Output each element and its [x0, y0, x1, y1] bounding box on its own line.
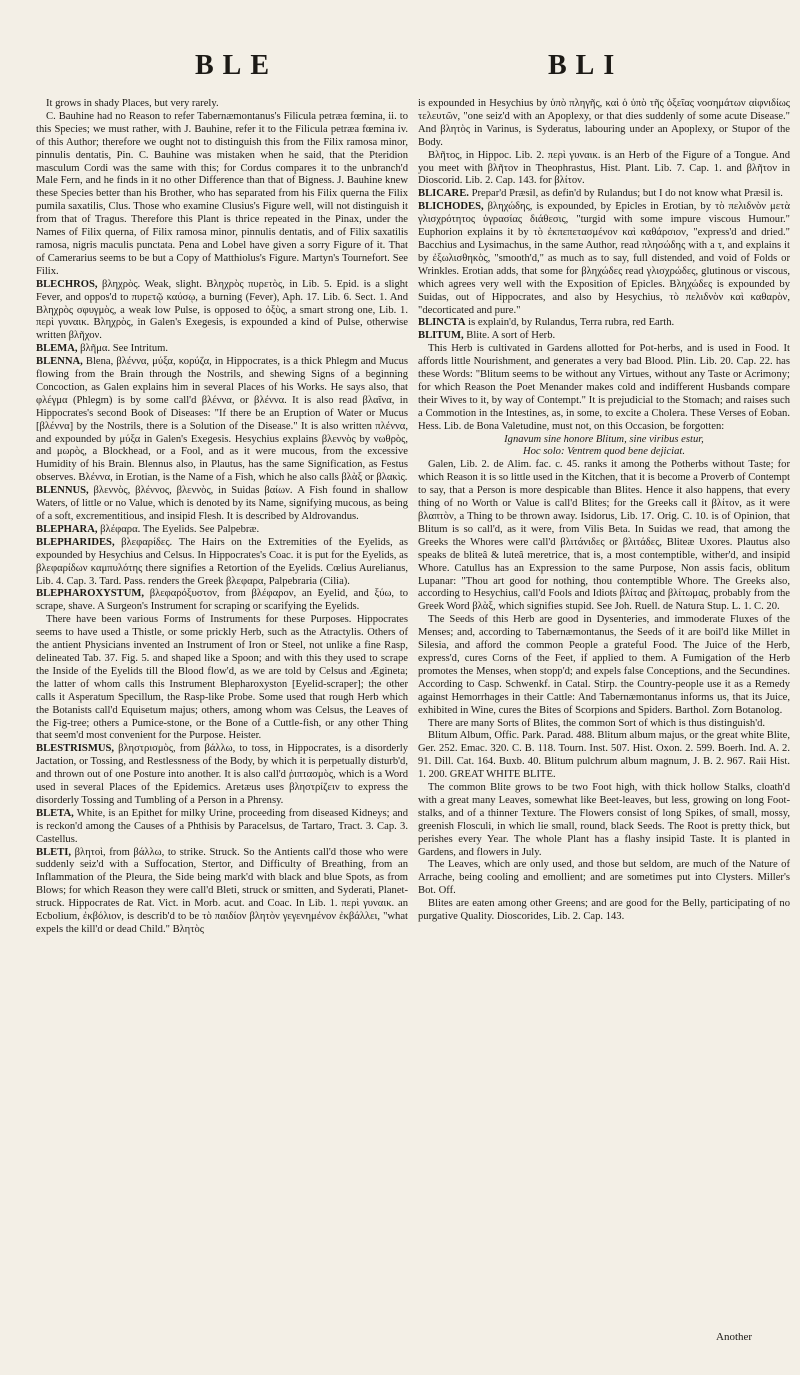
entry-headword: BLINCTA — [418, 317, 466, 329]
entry-text: The Seeds of this Herb are good in Dysenteries, and immoderate Fluxes of the Menses; and, according to Tabernæmontanus, the Seeds of it are boil'd like Millet in Silesia, and afford the common People a grateful Food. The Juice of the Herb, express'd, cures Corns of the Feet, if applied to them. A Fumigation of the Herb promotes the Menses, when stopp'd; and expels false Conceptions, and the Secundines. According to Casp. Schwenkf. in Catal. Stirp. the Country-people use it as a Remedy against Hemorrhages in their Cattle: And Tabernæmontanus informs us, that its Juice, exhibited in Wine, cures the Bites of Scorpions and Spiders. Barthol. Zorn Botanolog. — [418, 614, 790, 716]
entry-text: White, is an Epithet for milky Urine, proceeding from diseased Kidneys; and is reckon'd among the Causes of a Phthisis by Paracelsus, de Tartaro, Tract. 3. Cap. 3. Castellus. — [36, 807, 408, 845]
paragraph — [418, 898, 790, 924]
entry-text: Blites are eaten among other Greens; and are good for the Belly, participating of no purgative Quality. Dioscorides, Lib. 2. Cap. 143. — [418, 898, 790, 923]
paragraph — [418, 434, 790, 447]
entry-text: Ignavum sine honore Blitum, sine viribus estur, — [504, 433, 704, 445]
entry-headword: BLESTRISMUS, — [36, 743, 115, 755]
entry-text: βλεφαρίδες. The Hairs on the Extremities of the Eyelids, as expounded by Hesychius and Celsus. In Hippocrates's Coac. it is put for the Eyelids, as βλεφαρίδων καμπυλότης there signifies a Retortion of the Eyelids. Cœlius Aurelianus, Lib. 4. Cap. 3. Tard. Pass. renders the Greek βλεφαρα, Palpebraria (Cilia). — [36, 536, 408, 587]
entry-text: is expounded in Hesychius by ὑπὸ πληγῆς, καὶ ὁ ὑπὸ τῆς ὀξεῖας νοσημάτων αἰφνιδίως τελευτῶν, "one seiz'd with an Apoplexy, or that dies suddenly of some acute Disease." And βλητὸς in Varinus, is Syderatus, labouring under an Apoplexy, or Stupor of the Body. — [418, 98, 790, 148]
dictionary-entry — [36, 847, 408, 937]
dictionary-entry — [418, 330, 790, 343]
entry-text: βλέφαρα. The Eyelids. See Palpebræ. — [97, 523, 260, 535]
entry-text: This Herb is cultivated in Gardens allotted for Pot-herbs, and is used in Food. It affords little Nourishment, and generates a very bad Blood. Plin. Lib. 20. Cap. 22. has these Words: "Blitum seems to be without any Virtues, without any Taste or Acrimony; for which Reason the Poet Menander makes cold and indifferent Husbands compare their Wives to it, by way of Contempt." It is prejudicial to the Stomach; and raises such a Commotion in the Intestines, as, in some, to excite a Cholera. These Verses of Eoban. Hess. Lib. de Bona Valetudine, must not, on this Occasion, be forgotten: — [418, 343, 790, 432]
entry-headword: BLETA, — [36, 807, 74, 819]
dictionary-entry — [418, 201, 790, 317]
paragraph — [418, 98, 790, 150]
dictionary-entry — [36, 485, 408, 524]
entry-text: βληστρισμὸς, from βάλλω, to toss, in Hippocrates, is a disorderly Jactation, or Tossing, and Restlessness of the Body, by which it is perpetually disturb'd, and thrown out of one Posture into another. It is also call'd ῥιπτασμὸς, which is a Word used in several Places of the Epidemics. Aretæus uses βληστρίζειν to express the disorderly Tossing and Tumbling of a Person in a Phrensy. — [36, 743, 408, 806]
dictionary-entry — [36, 279, 408, 344]
dictionary-entry — [36, 356, 408, 485]
paragraph — [418, 859, 790, 898]
entry-headword: BLICHODES, — [418, 201, 484, 213]
dictionary-entry — [36, 524, 408, 537]
entry-headword: BLECHROS, — [36, 278, 98, 290]
dictionary-entry — [36, 808, 408, 847]
dictionary-entry — [418, 317, 790, 330]
entry-text: βλητοὶ, from βάλλω, to strike. Struck. So the Antients call'd those who were suddenly seiz'd with a Suffocation, Stertor, and Difficulty of Breathing, from an Inflammation of the Pleura, the Side being mark'd with black and blue Spots, as from Blows; for which Reason they were call'd Bleti, struck or smitten, and Syderati, Planet-struck. Hippocrates de Rat. Vict. in Morb. acut. and Coac. In Lib. 1. περὶ γυναικ. an Ecbolium, ἐκβόλιον, is describ'd to be τὸ παιδίον βλητὸν γεγενημένον ἐκβάλλει, "what expels the kill'd or dead Child." Βλητὸς — [36, 846, 408, 935]
entry-headword: BLETI, — [36, 846, 72, 858]
running-head — [0, 50, 800, 90]
entry-headword: BLENNA, — [36, 356, 83, 368]
paragraph — [418, 343, 790, 433]
entry-text: Blena, βλέννα, μύξα, κορύζα, in Hippocrates, is a thick Phlegm and Mucus flowing from the Brain through the Nostrils, and shewing Signs of a beginning Concoction, as Galen explains him in several Places of his Works. He says also, that φλέγμα (Phlegm) is by some call'd βλέννα, or βλέννα. It is also read βλαῖνα, in Hippocrates's second Book of Diseases: "If there be an Eruption of Water or Mucus [βλέννα] by the Nostrils, there is a Solution of the Disease." It is also written πλέννα, and expounded by μύξα in Galen's Exegesis. Hesychius explains βλεννὸς by νωθρὸς, and μωρὸς, a Blockhead, or a Fool, and as it were mucous, from the excessive Humidity of his Brain. Blennus also, in Plautus, has the same Signification, as Festus observes. Βλέννα, in Erotian, is the Name of a Fish, which he also calls βλὰξ or βλακὶς. — [36, 356, 408, 484]
entry-text: Hoc solo: Ventrem quod bene dejiciat. — [522, 446, 685, 458]
entry-headword: BLEPHARA, — [36, 523, 98, 535]
dictionary-entry — [36, 743, 408, 808]
catchword: Another — [716, 1331, 753, 1343]
entry-text: βλεννὸς, βλέννος, βλεννὸς, in Suidas βαίων. A Fish found in shallow Waters, of little or no Value, which is denoted by its Name, signifying mucous, as being of a soft, excrementitious, and insipid Flesh. It is described by Aldrovandus. — [36, 485, 408, 522]
paragraph — [418, 782, 790, 859]
entry-text: The Leaves, which are only used, and those but seldom, are much of the Nature of Arrache, being cooling and emollient; and are sometimes put into Clysters. Miller's Bot. Off. — [418, 859, 790, 897]
entry-text: Βλῆτος, in Hippoc. Lib. 2. περὶ γυναικ. is an Herb of the Figure of a Tongue. And you meet with βλῆτον in Theophrastus, Hist. Plant. Lib. 7. Cap. 1. and βλῆτον in Dioscorid. Lib. 2. Cap. 143. for βλίτον. — [418, 149, 790, 187]
paragraph — [418, 614, 790, 717]
entry-text: It grows in shady Places, but very rarely. — [46, 98, 219, 109]
entry-text: There are many Sorts of Blites, the common Sort of which is thus distinguish'd. — [428, 717, 766, 729]
entry-headword: BLICARE. — [418, 188, 469, 200]
entry-text: Blite. A sort of Herb. — [463, 330, 556, 342]
entry-text: Blitum Album, Offic. Park. Parad. 488. Blitum album majus, or the great white Blite, Ger. 252. Emac. 320. C. B. 118. Tourn. Inst. 507. Hist. Oxon. 2. 599. Boerh. Ind. A. 2. 91. Dill. Cat. 164. Buxb. 40. Blitum pulchrum album magnum, J. B. 2. 967. Raii Hist. 1. 200. GREAT WHITE BLITE. — [418, 730, 790, 781]
running-head-left: BLE — [195, 50, 279, 81]
entry-headword: BLEPHAROXYSTUM, — [36, 588, 145, 600]
paragraph — [36, 614, 408, 743]
entry-text: Galen, Lib. 2. de Alim. fac. c. 45. ranks it among the Potherbs without Taste; for which Reason it is so little used in the Kitchen, that it is become a Proverb of Contempt to say, that a Person is more despicable than Blites. Hence it also happens, that every thing of no Worth or Value is call'd Blites; for the Greeks call it βλίτον, as it were βλαπτὸν, a Thing to be thrown away. Isidorus, Lib. 17. Orig. C. 10. is of Opinion, that Blitum is so call'd, as it were, from Vilis Beta. In Suidas we read, that among the Greeks the Whores were call'd βλιτάνιδες or βλιτάδες, Bliteæ Uxores. Plautus also speaks de bliteâ & luteâ meretrice, that is, a most contemptible, wither'd, and insipid Whore. Catullus has an Expression to the same Purpose, Non assis facis, oblitum Lupanar: "Thou art good for nothing, thou contemptible Whore. The Greeks also, according to Hesychius, call'd Fools and Idiots βλίτας and βλίτωμας, probably from the Greek Word βλὰξ, which signifies stupid. See Joh. Ruell. de Natura Stup. L. 1. C. 20. — [418, 459, 790, 613]
entry-text: is explain'd, by Rulandus, Terra rubra, red Earth. — [465, 317, 675, 329]
dictionary-entry — [36, 537, 408, 589]
dictionary-entry — [36, 343, 408, 356]
entry-text: βλῆμα. See Intritum. — [77, 343, 169, 355]
entry-text: The common Blite grows to be two Foot high, with thick hollow Stalks, cloath'd with a great many Leaves, somewhat like Beet-leaves, but less, growing on long Foot-stalks, and of a thinner Texture. The Flowers consist of long Spikes, of small, mossy, greenish Flosculi, in which lie small, round, black Seeds. The Root is pretty thick, but perishes every Year. The whole Plant has a flashy insipid Taste. It is planted in Gardens, and flowers in July. — [418, 782, 790, 858]
running-head-right: BLI — [548, 50, 624, 81]
entry-text: There have been various Forms of Instruments for these Purposes. Hippocrates seems to have used a Thistle, or some prickly Herb, such as the Atractylis. Others of the antient Physicians invented an Instrument of Iron or Steel, not unlike a fine Rasp, delineated Tab. 37. Fig. 5. and shaped like a Spoon; and with this they used to scrape the Inside of the Eyelids till the Blood flow'd, as we are told by Celsus and Ægineta; the latter of whom calls this Instrument Blepharoxyston [Eyelid-scraper]; the other calls it Asperatum Specillum, the Rasp-like Probe. Some used that rough Herb which the Botanists call'd Equisetum majus; others, among whom was Celsus, the Leaves of the Fig-tree; others a Pumice-stone, or the Bone of a Cuttle-fish, or any other Thing that seem'd most convenient for the Purpose. Heister. — [36, 614, 408, 742]
paragraph — [418, 150, 790, 189]
paragraph — [418, 730, 790, 782]
paragraph — [418, 459, 790, 614]
paragraph — [36, 111, 408, 279]
paragraph — [36, 98, 408, 111]
entry-text: C. Bauhine had no Reason to refer Tabernæmontanus's Filicula petræa fœmina, ii. to this Species; we must rather, with J. Bauhine, refer it to the Filicula petræa fœmina iv. of this Author; therefore we ought not to distinguish this from the Filix ramosa minor, pinnulis dentatis, Pin. C. Bauhine was mistaken when he said, that the Pteridion masculum Cordi was the same with this; for Cordus compares it to the unbranch'd Male Fern, and he finds in it no other Difference than that of Bigness. J. Bauhine knew these Species better than his Brother, who has separated from his Filix querna the Filix pumila saxatilis, Clus. Those who examine Clusius's Figure well, will not distinguish it from that of Tragus. Therefore this Plant is thrice repeated in the Pinax, under the Names of Filix querna, of Filix ramosa minor, pinnulis dentatis, and of Filix saxatilis ramosa, nigris maculis punctata. Pena and Lobel have given a sorry Figure of it. That of Camerarius seems to be but a Copy of Matthiolus's Figure. Martyn's Tournefort. See Filix. — [36, 110, 408, 277]
entry-headword: BLENNUS, — [36, 485, 89, 497]
dictionary-entry — [418, 188, 790, 201]
dictionary-entry — [36, 588, 408, 614]
entry-text: Prepar'd Præsil, as defin'd by Rulandus; but I do not know what Præsil is. — [468, 188, 783, 200]
entry-text: βλεφαρόξυστον, from βλέφαρον, an Eyelid, and ξύω, to scrape, shave. A Surgeon's Instrument for scraping or scarifying the Eyelids. — [36, 588, 408, 613]
entry-headword: BLEMA, — [36, 343, 78, 355]
left-column — [36, 98, 408, 937]
entry-text: βληχρὸς. Weak, slight. Βληχρὸς πυρετὸς, in Lib. 5. Epid. is a slight Fever, and oppos'd to πυρετῷ καύσῳ, a burning (Fever), Aph. 17. Lib. 6. Sect. 1. And Βληχρὸς σφυγμὸς, a weak low Pulse, is opposed to ὀξὺς, a smart strong one, Lib. 1. περὶ γυναικ. Βληχρὸς, in Galen's Exegesis, is expounded a kind of Pulse, otherwise written βλῆχον. — [36, 278, 408, 342]
entry-headword: BLITUM, — [418, 330, 464, 342]
entry-text: βληχώδης, is expounded, by Epicles in Erotian, by τὸ πελιδνὸν μετὰ γλισχρότητος ὑγρασίας διάθεσις, "turgid with some impure viscous Humour." Euphorion explains it by τὸ ἐκπεπετασμένον καὶ καθάρσιον, "express'd and dried." Bacchius and Lysimachus, in the same Author, read πλησώδης with a τ, and explains it by ἐξωλισθηκὸς, "smooth'd," as much as to say, full distended, and void of Folds or Wrinkles. Erotian adds, that some for βληχώδες read γλισχρώδες, glutinous or viscous, which agrees very well with the Exposition of Epicles. Βληχώδες is expounded by Suidas, out of Hippocrates, and also by Hesychius, τὸ πελιδνὸν καὶ καθαρὸν, "decorticated and pure." — [418, 201, 790, 316]
paragraph — [418, 446, 790, 459]
paragraph — [418, 718, 790, 731]
right-column — [418, 98, 790, 924]
entry-headword: BLEPHARIDES, — [36, 536, 115, 548]
